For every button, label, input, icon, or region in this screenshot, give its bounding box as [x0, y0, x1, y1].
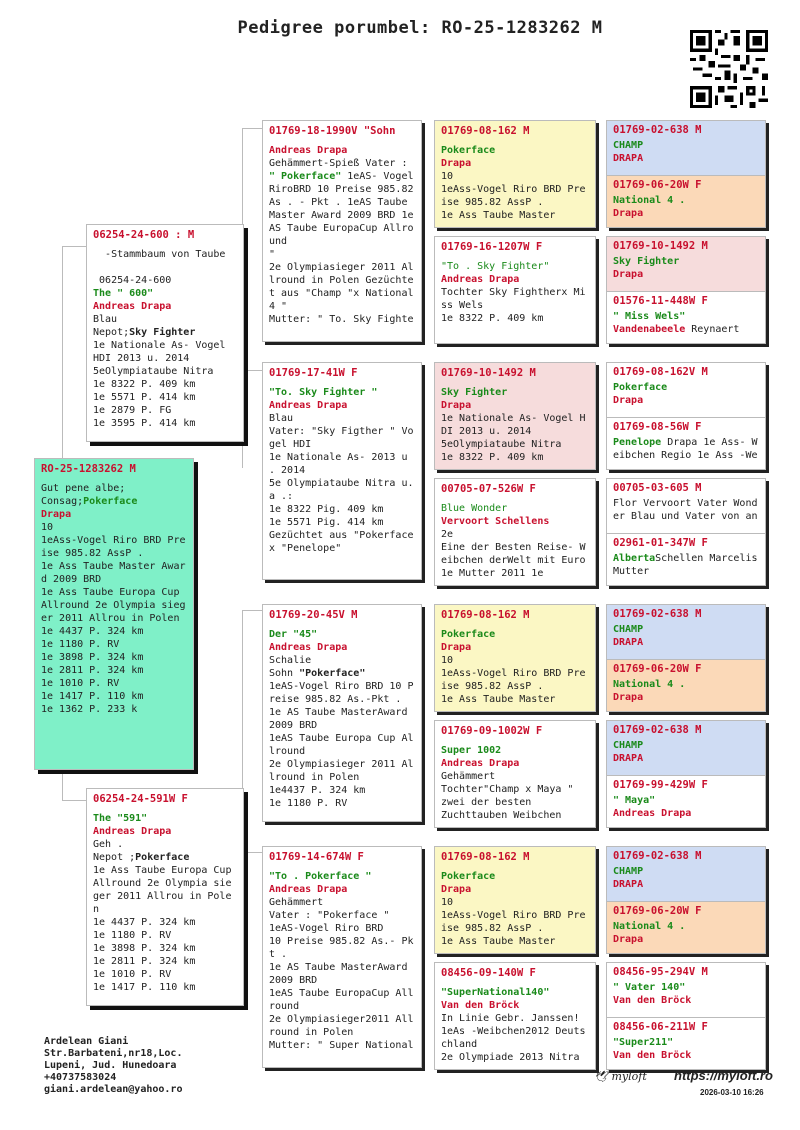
pigeon-owner: DRAPA [613, 153, 644, 164]
pigeon-dam-card[interactable] [86, 788, 244, 1006]
pigeon-info [41, 482, 187, 716]
pigeon-name: The "591" [93, 813, 148, 824]
pigeon-ring-id: RO-25-1283262 M [41, 463, 136, 475]
pigeon-name: "SuperNational140" [441, 987, 550, 998]
pigeon-results: Gehämmert Tochter"Champ x Maya " zwei der besten Zuchttauben Weibchen [441, 771, 574, 821]
pigeon-info [613, 310, 759, 336]
pigeon-ring-id: 01769-06-20W F [613, 905, 702, 917]
pigeon-results: 1eAS-Vogel Riro BRD 10 Preise 985.82 As.-Pkt . 1e AS Taube MasterAward 2009 BRD 1eAS Taube Europa Cup Allround 2e Olympiasieger 2011 Allround in Polen 1e4437 P. 324 km 1e 1180 P. RV [269, 681, 414, 809]
pigeon-results: 1eAS- Vogel RiroBRD 10 Preise 985.82 As . - Pkt . 1eAS Taube Master Award 2009 BRD 1eAS Taube EuropaCup Allround " 2e Olympiasieger 2011 Allround in Polen Gezüchtet aus "Champ "x National 4 " Mutter: " To. Sky Fighte [269, 171, 414, 325]
pigeon-name: CHAMP [613, 140, 644, 151]
pigeon-ring-id: 08456-95-294V M [613, 966, 708, 978]
pigeon-owner: DRAPA [613, 879, 644, 890]
pigeon-results: 1e Nationale As- Vogel HDI 2013 u. 2014 5eOlympiataube Nitra 1e 8322 P. 409 km [441, 413, 586, 463]
pigeon-name: Pokerface [441, 629, 496, 640]
pigeon-ring-id: 01769-08-162 M [441, 125, 530, 137]
pigeon-name: " Vater 140" [613, 982, 686, 993]
pigeon-gen3-card[interactable] [434, 478, 596, 586]
pigeon-name: National 4 . [613, 679, 686, 690]
pigeon-owner: Drapa [441, 158, 472, 169]
pigeon-text: Flor Vervoort Vater Wonder Blau und Vater von an [613, 498, 758, 522]
pigeon-gen4-card[interactable] [607, 363, 765, 417]
pigeon-owner: Vandenabeele [613, 324, 686, 335]
pigeon-name: Sky Fighter [441, 387, 508, 398]
pigeon-results: 10 1eAss-Vogel Riro BRD Preise 985.82 AssP . 1e Ass Taube Master [441, 897, 586, 947]
pigeon-owner: Andreas Drapa [93, 301, 172, 312]
pigeon-info [613, 920, 759, 946]
pigeon-results: Blau Vater: "Sky Figther " Vogel HDI 1e Nationale As- 2013 u . 2014 5e Olympiataube Nitra u. a .: 1e 8322 Pig. 409 km 1e 5571 Pig. 414 km Gezüchtet aus "Pokerface x "Penelope" [269, 413, 414, 554]
pigeon-ring-id: 01769-09-1002W F [441, 725, 543, 737]
pigeon-info [441, 144, 589, 222]
pigeon-ring-id: 01769-10-1492 M [441, 367, 536, 379]
pigeon-ring-id: 01769-02-638 M [613, 724, 702, 736]
pigeon-results: 1e Ass Taube Europa Cup Allround 2e Olympia sieger 2011 Allrou in Polen 1e 4437 P. 324 km 1e 1180 P. RV 1e 3898 P. 324 km 1e 2811 P. 324 km 1e 1010 P. RV 1e 1417 P. 110 km [93, 865, 232, 993]
pigeon-results: 1e Nationale As- Vogel HDI 2013 u. 2014 5eOlympiataube Nitra 1e 8322 P. 409 km 1e 5571 P. 414 km 1e 2879 P. FG 1e 3595 P. 414 km [93, 340, 226, 429]
pigeon-info [613, 981, 759, 1007]
pigeon-ring-id: 01769-18-1990V "Sohn [269, 125, 396, 137]
pigeon-parent-name: " Pokerface" [269, 171, 342, 182]
pigeon-gen3-card[interactable] [434, 362, 596, 470]
page-title: Pedigree porumbel: RO-25-1283262 M [237, 18, 603, 38]
pigeon-ring-id: 01769-06-20W F [613, 663, 702, 675]
pigeon-owner: Andreas Drapa [269, 145, 348, 156]
pigeon-gen4-pair [606, 362, 766, 470]
pigeon-gen4-card[interactable] [607, 479, 765, 533]
pigeon-gen4-card[interactable] [607, 659, 765, 712]
pigeon-info [441, 986, 589, 1064]
pigeon-info [441, 502, 589, 580]
pigeon-owner: Andreas Drapa [269, 642, 348, 653]
pigeon-info [269, 870, 415, 1052]
pigeon-owner: Van den Bröck [441, 1000, 520, 1011]
pigeon-name: Pokerface [441, 145, 496, 156]
pigeon-text: Schellen Marcelis Mutter [613, 553, 764, 577]
pigeon-name: National 4 . [613, 195, 686, 206]
pigeon-ring-id: 00705-07-526W F [441, 483, 536, 495]
print-date: 2026-03-10 16:26 [700, 1088, 764, 1097]
breeder-address: Ardelean Giani Str.Barbateni,nr18,Loc. Lupeni, Jud. Hunedoara +40737583024 giani.ardelean@yahoo.ro [44, 1036, 183, 1095]
pigeon-gen3-card[interactable] [434, 720, 596, 828]
pigeon-ring-id: 02961-01-347W F [613, 537, 708, 549]
connector-line [62, 770, 63, 800]
pigeon-info [613, 552, 764, 578]
connector-line [62, 800, 88, 801]
pigeon-ring-id: 01769-10-1492 M [613, 240, 708, 252]
pigeon-gen3-card[interactable] [434, 604, 596, 712]
connector-line [62, 246, 63, 460]
pigeon-name: National 4 . [613, 921, 686, 932]
pigeon-info [441, 628, 589, 706]
connector-line [242, 370, 264, 371]
pigeon-info [441, 870, 589, 948]
pigeon-gen4-card[interactable] [607, 533, 765, 586]
pigeon-name: "To . Pokerface " [269, 871, 372, 882]
pigeon-parent-name: "Pokerface" [299, 668, 366, 679]
pigeon-name: CHAMP [613, 866, 644, 877]
pigeon-info [441, 744, 589, 822]
pigeon-owner: Drapa [613, 269, 644, 280]
pigeon-name: Penelope [613, 437, 662, 448]
pigeon-gen4-pair [606, 962, 766, 1070]
pigeon-owner: Drapa [613, 395, 644, 406]
pigeon-gen4-pair [606, 720, 766, 828]
pigeon-info [613, 194, 759, 220]
pigeon-ring-id: 01769-08-56W F [613, 421, 702, 433]
pigeon-info [93, 248, 237, 430]
pigeon-gen4-pair [606, 120, 766, 228]
pigeon-results: 10 1eAss-Vogel Riro BRD Preise 985.82 AssP . 1e Ass Taube Master [441, 655, 586, 705]
qr-code-icon [690, 30, 768, 108]
pigeon-name: CHAMP [613, 624, 644, 635]
pigeon-ring-id: 06254-24-600 : M [93, 229, 195, 241]
pigeon-owner: Andreas Drapa [441, 758, 520, 769]
connector-line [62, 246, 88, 247]
pigeon-ring-id: 08456-09-140W F [441, 967, 536, 979]
pigeon-owner: DRAPA [613, 637, 644, 648]
pigeon-name: Alberta [613, 553, 656, 564]
pigeon-ring-id: 01769-17-41W F [269, 367, 358, 379]
pigeon-owner: Andreas Drapa [93, 826, 172, 837]
pigeon-ring-id: 01769-16-1207W F [441, 241, 543, 253]
pigeon-name: "Super211" [613, 1037, 674, 1048]
pigeon-info [613, 497, 759, 523]
pigeon-gen4-card[interactable] [607, 237, 765, 291]
pigeon-parent-name: Pokerface [135, 852, 190, 863]
pigeon-ring-id: 01769-02-638 M [613, 850, 702, 862]
pigeon-gen4-card[interactable] [607, 901, 765, 954]
pigeon-gen2-card[interactable] [262, 604, 422, 822]
pigeon-info [613, 623, 759, 649]
pigeon-owner: Drapa [613, 208, 644, 219]
pigeon-gen2-card[interactable] [262, 120, 422, 342]
pigeon-owner: Van den Bröck [613, 995, 692, 1006]
pigeon-gen2-card[interactable] [262, 362, 422, 580]
pigeon-gen4-pair [606, 846, 766, 954]
pigeon-results: Tochter Sky Fightherx Miss Wels 1e 8322 P. 409 km [441, 287, 586, 324]
pigeon-gen4-card[interactable] [607, 605, 765, 659]
pigeon-results: In Linie Gebr. Janssen! 1eAs -Weibchen2012 Deutschland 2e Olympiade 2013 Nitra [441, 1013, 586, 1063]
pigeon-info [441, 386, 589, 464]
pigeon-ring-id: 00705-03-605 M [613, 482, 702, 494]
pigeon-gen4-card[interactable] [607, 291, 765, 344]
pigeon-info [269, 386, 415, 555]
pigeon-gen4-pair [606, 478, 766, 586]
pigeon-info [613, 678, 759, 704]
pigeon-info [269, 628, 415, 810]
pigeon-ring-id: 06254-24-591W F [93, 793, 188, 805]
pigeon-results: Gehämmert Vater : "Pokerface " 1eAS-Vogel Riro BRD 10 Preise 985.82 As.- Pkt . 1e AS Taube MasterAward 2009 BRD 1eAS Taube EuropaCup Allround 2e Olympiasieger2011 Allround in Polen Mutter: " Super National [269, 897, 414, 1051]
pigeon-ring-id: 01769-08-162V M [613, 366, 708, 378]
pigeon-info [93, 812, 237, 994]
pigeon-gen4-card[interactable] [607, 417, 765, 470]
pigeon-owner-extra: Reynaert [685, 324, 740, 335]
logo-text: myloft [611, 1070, 647, 1083]
pigeon-sire-name: Pokerface [83, 496, 138, 507]
pigeon-ring-id: 01769-06-20W F [613, 179, 702, 191]
pigeon-name: "To. Sky Fighter " [269, 387, 378, 398]
pigeon-owner: Vervoort Schellens [441, 516, 550, 527]
pigeon-ring-id: 01769-99-429W F [613, 779, 708, 791]
pigeon-info [613, 1036, 759, 1062]
connector-line [242, 610, 264, 611]
pigeon-name: " Maya" [613, 795, 656, 806]
pigeon-gen3-card[interactable] [434, 846, 596, 954]
pigeon-main-card[interactable] [34, 458, 194, 770]
pigeon-ring-id: 01769-08-162 M [441, 609, 530, 621]
pigeon-owner: DRAPA [613, 753, 644, 764]
pigeon-logo-icon: 🕊 [594, 1070, 608, 1083]
pigeon-text: Gehämmert-Spieß Vater : [269, 158, 414, 169]
pigeon-owner: Andreas Drapa [613, 808, 692, 819]
pigeon-owner: Van den Bröck [613, 1050, 692, 1061]
pigeon-results: 10 1eAss-Vogel Riro BRD Preise 985.82 AssP . 1e Ass Taube Master [441, 171, 586, 221]
pigeon-owner: Drapa [441, 884, 472, 895]
pigeon-name: The " 600" [93, 288, 154, 299]
pigeon-info [441, 260, 589, 325]
pigeon-name: Blue Wonder [441, 503, 508, 514]
pigeon-note: -Stammbaum von Taube 06254-24-600 [99, 249, 226, 286]
pigeon-name: Pokerface [441, 871, 496, 882]
pigeon-name: CHAMP [613, 740, 644, 751]
pigeon-gen4-card[interactable] [607, 775, 765, 828]
pigeon-ring-id: 01769-08-162 M [441, 851, 530, 863]
pigeon-info [613, 381, 759, 407]
pigeon-text: Drapa 1e Ass- Weibchen Regio 1e Ass -We [613, 437, 758, 461]
pigeon-ring-id: 08456-06-211W F [613, 1021, 708, 1033]
pigeon-gen4-card[interactable] [607, 1017, 765, 1070]
pigeon-owner: Drapa [613, 692, 644, 703]
connector-line [242, 128, 264, 129]
pigeon-ring-id: 01576-11-448W F [613, 295, 708, 307]
connector-line [242, 852, 264, 853]
pigeon-text: Geh . Nepot ; [93, 839, 136, 863]
pigeon-info [613, 865, 759, 891]
pigeon-sire-card[interactable] [86, 224, 244, 442]
pigeon-gen4-card[interactable] [607, 963, 765, 1017]
pigeon-owner: Drapa [41, 509, 72, 520]
pigeon-ring-id: 01769-20-45V M [269, 609, 358, 621]
pigeon-ring-id: 01769-14-674W F [269, 851, 364, 863]
pigeon-info [613, 436, 759, 462]
myloft-logo [594, 1070, 647, 1083]
pigeon-name: Pokerface [613, 382, 668, 393]
pigeon-info [269, 144, 415, 326]
pigeon-info [613, 139, 759, 165]
pigeon-owner: Andreas Drapa [441, 274, 520, 285]
pigeon-note: Gut pene albe; Consag; [41, 483, 126, 507]
pigeon-gen3-card[interactable] [434, 236, 596, 344]
pigeon-gen4-card[interactable] [607, 175, 765, 228]
pigeon-gen3-card[interactable] [434, 120, 596, 228]
pigeon-results: 10 1eAss-Vogel Riro BRD Preise 985.82 AssP . 1e Ass Taube Master Award 2009 BRD 1e Ass Taube Europa Cup Allround 2e Olympia sieger 2011 Allrou in Polen 1e 4437 P. 324 km 1e 1180 P. RV 1e 3898 P. 324 km 1e 2811 P. 324 km 1e 1010 P. RV 1e 1417 P. 110 km 1e 1362 P. 233 k [41, 522, 186, 715]
pigeon-owner: Drapa [613, 934, 644, 945]
pigeon-parent-name: Sky Fighter [129, 327, 196, 338]
pigeon-gen2-card[interactable] [262, 846, 422, 1068]
pigeon-name: Der "45" [269, 629, 318, 640]
pigeon-owner: Andreas Drapa [269, 400, 348, 411]
pigeon-name: "To . Sky Fighter" [441, 261, 550, 272]
pigeon-owner: Drapa [441, 642, 472, 653]
pigeon-gen4-pair [606, 604, 766, 712]
pigeon-text: Schalie Sohn [269, 655, 312, 679]
pigeon-results: 2e Eine der Besten Reise- Weibchen derWelt mit Euro 1e Mutter 2011 1e [441, 529, 586, 579]
pigeon-gen4-card[interactable] [607, 121, 765, 175]
pigeon-owner: Drapa [441, 400, 472, 411]
pigeon-gen4-card[interactable] [607, 721, 765, 775]
pigeon-ring-id: 01769-02-638 M [613, 124, 702, 136]
pigeon-owner: Andreas Drapa [269, 884, 348, 895]
pigeon-gen4-card[interactable] [607, 847, 765, 901]
pigeon-gen3-card[interactable] [434, 962, 596, 1070]
pigeon-info [613, 794, 759, 820]
pigeon-ring-id: 01769-02-638 M [613, 608, 702, 620]
pigeon-info [613, 739, 759, 765]
website-link[interactable]: https://myloft.ro [674, 1068, 773, 1083]
pigeon-name: Super 1002 [441, 745, 502, 756]
pigeon-gen4-pair [606, 236, 766, 344]
pigeon-info [613, 255, 759, 281]
pigeon-text: Blau Nepot; [93, 314, 130, 338]
pigeon-name: " Miss Wels" [613, 311, 686, 322]
pigeon-name: Sky Fighter [613, 256, 680, 267]
